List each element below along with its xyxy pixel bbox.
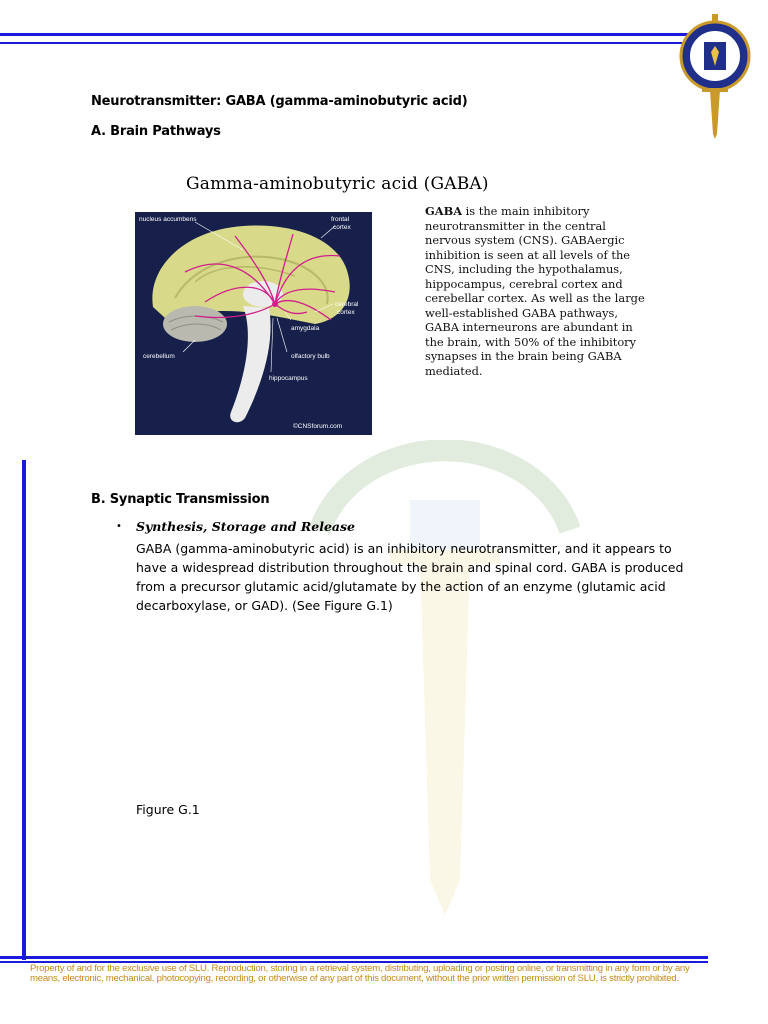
university-seal-icon [676,12,754,140]
label-credit: ©CNSforum.com [293,423,343,430]
synthesis-heading: Synthesis, Storage and Release [136,519,356,534]
gaba-description-lead: GABA [425,204,463,218]
bullet-marker: • [116,521,122,532]
footer-rule-top [0,956,708,959]
gaba-description [425,204,650,378]
brain-illustration [135,212,372,435]
label-hippocampus: hippocampus [269,375,308,382]
sword-seal-watermark [300,440,590,920]
section-a-heading: A. Brain Pathways [91,124,221,139]
label-frontal: frontal [331,216,350,223]
document-title: Neurotransmitter: GABA (gamma-aminobutyric acid) [91,94,468,109]
label-amygdala: amygdala [291,325,320,332]
brain-pathways-figure [135,212,372,435]
header-rule-bottom [0,42,690,44]
figure-reference: Figure G.1 [136,802,200,817]
footer-line-2: means, electronic, mechanical, photocopying, recording, or otherwise of any part of this document, without the prior written permission of SLU, is strictly prohibited. [30,973,679,984]
figure-title: Gamma-aminobutyric acid (GABA) [186,174,489,194]
label-olfactory-bulb: olfactory bulb [291,353,330,360]
label-nucleus-accumbens: nucleus accumbens [139,216,197,223]
left-margin-rule [22,460,26,960]
label-cerebellum: cerebellum [143,353,175,360]
footer-line-1: Property of and for the exclusive use of SLU. Reproduction, storing in a retrieval system, distributing, uploading or posting online, or transmitting in any form or by any [30,963,690,974]
copyright-footer [30,964,720,984]
section-b-heading: B. Synaptic Transmission [91,492,270,507]
header-rule-top [0,33,700,36]
label-cerebral: cerebral [335,301,359,308]
label-cortex-frontal: cortex [333,224,351,231]
label-cortex-cerebral: cortex [337,309,355,316]
brainstem-shape [230,306,270,422]
gaba-description-body: is the main inhibitory neurotransmitter in the central nervous system (CNS). GABAergic inhibition is seen at all levels of the CNS, including the hypothalamus, hippocampus, cerebral cortex and cerebellar cortex. As well as the large well-established GABA pathways, GABA interneurons are abundant in the brain, with 50% of the inhibitory synapses in the brain being GABA mediated. [425,204,645,378]
synthesis-paragraph: GABA (gamma-aminobutyric acid) is an inhibitory neurotransmitter, and it appears to have a widespread distribution throughout the brain and spinal cord. GABA is produced from a precursor glutamic acid/glutamate by the action of an enzyme (glutamic acid decarboxylase, or GAD). (See Figure G.1) [136,541,684,613]
